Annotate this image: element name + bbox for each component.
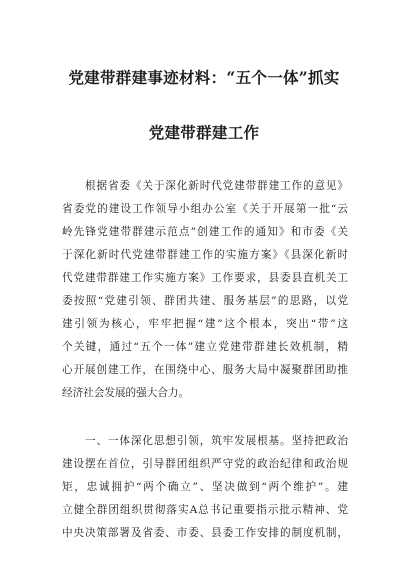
paragraph-1-line-1: 根据省委《关于深化新时代党建带群建工作的意见》: [85, 180, 348, 192]
paragraph-2-line-5: 中央决策部署及省委、市委、县委工作安排的制度机制，: [62, 527, 348, 539]
paragraph-1-line-6: 委按照“党建引领、群团共建、服务基层”的思路，以党: [62, 295, 348, 307]
paragraph-2-line-3: 矩，忠诚拥护“两个确立”、坚决做到“两个维护”。建: [62, 481, 348, 493]
paragraph-1-line-2: 省委党的建设工作领导小组办公室《关于开展第一批“云: [62, 203, 348, 215]
paragraph-1-line-10: 经济社会发展的强大合力。: [62, 387, 190, 399]
paragraph-2-line-4: 立健全群团组织贯彻落实A总书记重要指示批示精神、党: [62, 504, 348, 516]
paragraph-1-line-5: 代党建带群建工作实施方案》工作要求，县委县直机关工: [62, 272, 348, 284]
paragraph-1-line-7: 建引领为核心，牢牢把握“建”这个根本，突出“带”这: [62, 318, 348, 330]
paragraph-1-line-4: 于深化新时代党建带群建工作的实施方案》《县深化新时: [62, 249, 348, 261]
paragraph-2-line-2: 建设摆在首位，引导群团组织严守党的政治纪律和政治规: [62, 458, 348, 470]
document-title-line-1: 党建带群建事迹材料：“五个一体”抓实: [68, 68, 340, 87]
paragraph-2-line-1: 一、一体深化思想引领，筑牢发展根基。坚持把政治: [85, 435, 348, 447]
document-title-line-2: 党建带群建工作: [148, 123, 260, 142]
paragraph-1-line-3: 岭先锋党建带群建示范点”创建工作的通知》和市委《关: [62, 226, 348, 238]
paragraph-1-line-8: 个关键，通过“五个一体”建立党建带群建长效机制，精: [62, 341, 348, 353]
paragraph-1-line-9: 心开展创建工作，在围绕中心、服务大局中凝聚群团助推: [62, 364, 348, 376]
